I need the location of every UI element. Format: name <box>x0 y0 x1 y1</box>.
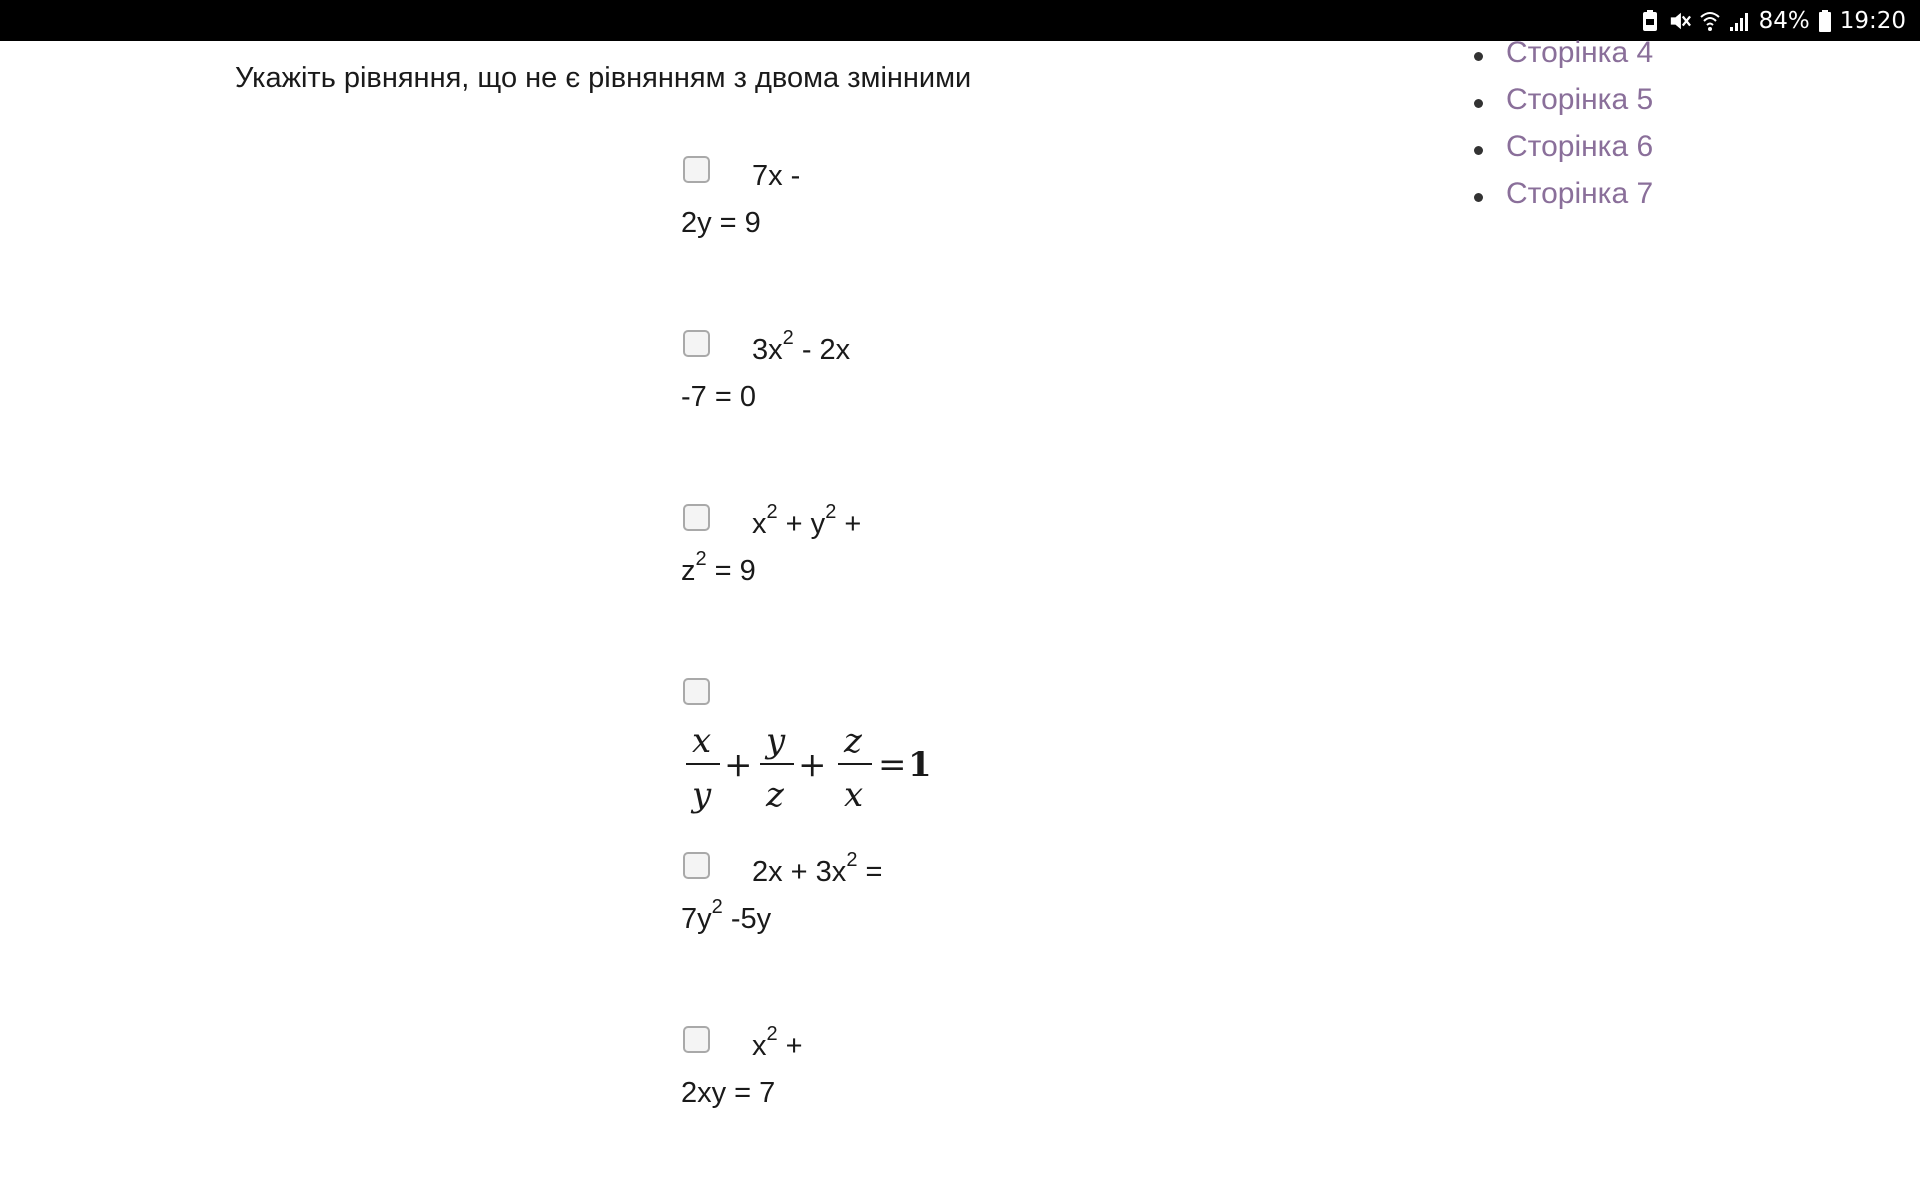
answer-checkbox[interactable] <box>683 504 710 531</box>
answer-option[interactable] <box>680 324 1080 498</box>
answer-text: x <box>752 508 767 540</box>
signal-icon <box>1729 9 1751 33</box>
answer-checkbox[interactable] <box>683 156 710 183</box>
bullet <box>1474 146 1483 155</box>
page-link[interactable]: Сторінка 5 <box>1506 83 1654 116</box>
answer-text-line2 <box>681 381 756 414</box>
answer-text-line2 <box>681 548 756 588</box>
denominator-y: y <box>692 775 712 815</box>
wifi-icon <box>1699 9 1721 33</box>
plus-sign: + <box>798 745 827 785</box>
rhs-value: 1 <box>908 745 932 785</box>
denominator-x: x <box>844 775 864 815</box>
bullet <box>1474 52 1483 61</box>
answer-text: -5y <box>722 903 772 935</box>
page-link[interactable]: Сторінка 7 <box>1506 177 1654 210</box>
status-bar <box>0 0 1920 41</box>
answer-text: 2xy = 7 <box>681 1077 776 1109</box>
bullet <box>1474 193 1483 202</box>
answer-text: - 2x <box>793 334 851 366</box>
answer-text-line1 <box>752 327 851 367</box>
page-link[interactable]: Сторінка 6 <box>1506 130 1654 163</box>
answer-option[interactable] <box>680 498 1080 672</box>
exponent: 2 <box>846 849 858 872</box>
answer-text: z <box>681 555 696 587</box>
answer-text: 7x - <box>752 160 801 192</box>
answer-text-line1 <box>752 501 862 541</box>
answer-text-line2 <box>681 1077 775 1110</box>
numerator-y: y <box>766 721 786 761</box>
answer-text: 7y <box>681 903 712 935</box>
exponent: 2 <box>711 896 723 919</box>
exponent: 2 <box>695 548 707 571</box>
answer-checkbox[interactable] <box>683 852 710 879</box>
answer-option[interactable] <box>680 672 1080 846</box>
answer-text: -7 = 0 <box>681 381 756 413</box>
denominator-z: z <box>766 775 784 815</box>
exponent: 2 <box>782 327 794 350</box>
answer-option[interactable] <box>680 150 1080 324</box>
answer-checkbox[interactable] <box>683 678 710 705</box>
answer-text: + <box>836 508 862 540</box>
answer-text: + <box>777 1030 803 1062</box>
page-link[interactable]: Сторінка 4 <box>1506 36 1654 69</box>
answer-option[interactable] <box>680 1020 1080 1194</box>
numerator-x: x <box>692 721 712 761</box>
answer-text: = <box>857 856 883 888</box>
equals-sign: = <box>878 745 907 785</box>
status-bar-right <box>1639 0 1906 41</box>
plus-sign: + <box>724 745 753 785</box>
answer-text: 2x + 3x <box>752 856 847 888</box>
answer-text: + y <box>777 508 826 540</box>
answer-text: x <box>752 1030 767 1062</box>
answer-text-line1 <box>752 160 800 193</box>
clock: 19:20 <box>1839 7 1906 34</box>
answer-text-line1 <box>752 1023 803 1063</box>
answer-text-line1 <box>752 849 883 889</box>
answer-text-line2 <box>681 207 761 240</box>
exponent: 2 <box>825 501 837 524</box>
question-text: Укажіть рівняння, що не є рівнянням з двома змінними <box>235 62 972 94</box>
answer-text: 2y = 9 <box>681 207 761 239</box>
answer-text-line2 <box>681 896 772 936</box>
answer-checkbox[interactable] <box>683 1026 710 1053</box>
numerator-z: z <box>844 721 862 761</box>
answer-text: 3x <box>752 334 783 366</box>
fraction-equation <box>680 716 980 816</box>
battery-saver-icon <box>1639 9 1661 33</box>
mute-icon <box>1669 9 1691 33</box>
answer-checkbox[interactable] <box>683 330 710 357</box>
answer-text: = 9 <box>706 555 756 587</box>
exponent: 2 <box>766 1023 778 1046</box>
bullet <box>1474 99 1483 108</box>
exponent: 2 <box>766 501 778 524</box>
answer-list <box>680 150 1080 1194</box>
battery-icon <box>1818 9 1832 33</box>
battery-percent: 84% <box>1758 7 1810 34</box>
answer-option[interactable] <box>680 846 1080 1020</box>
